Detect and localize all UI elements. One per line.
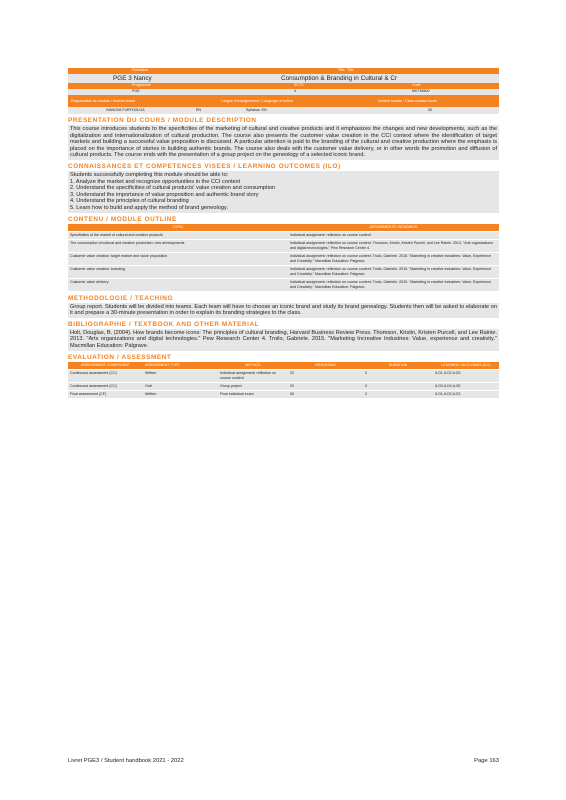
evaluation-row [68,370,499,383]
methodology-heading: METHODOLOGIE / TEACHING [68,294,174,302]
eval-component: Continuous assessment (CC) [70,370,117,375]
meta-label-language: Langue d'enseignement / Language of tuition [221,98,293,103]
eval-head-method: METHOD [245,362,261,367]
evaluation-row [68,391,499,399]
ilo-item: 4. Understand the principles of cultural branding [70,198,189,205]
evaluation-table [68,362,499,399]
outline-heading: CONTENU / MODULE OUTLINE [68,215,177,223]
outline-topic: Customer value creation: target market and value proposition [70,253,168,258]
meta-header-row-5 [68,95,499,107]
evaluation-heading: EVALUATION / ASSESSMENT [68,353,172,361]
outline-row [68,240,499,253]
meta-title: Consumption & Branding in Cultural & Cr [281,75,398,82]
outline-assignment: Individual assignment: reflection on course content. Troilo, Gabriele. 2015. "Marketing in creative Industries: Value, Experience and Creativity." Macmillan Education: Palgrave. [290,253,491,263]
ilo-item: 5. Learn how to build and apply the method of brand geneology. [70,204,228,211]
bibliography-heading: BIBLIOGRAPHIE / TEXTBOOK AND OTHER MATERIAL [68,320,260,328]
outline-topic: Specificities of the market of cultural and creative products [70,232,163,237]
presentation-paragraph: This course introduces students to the specificities of the marketing of cultural and creative products and it emphasizes the changes and new developments, such as the digitalization and internationalization of cultural production. The course also presents the customer value creation in the CCI context where the identification of target markets and building a successful value proposition is discussed. A particular attention is paid to the branding of the cultural and creative production where the emphasis is placed on the importance of stories in building authentic brands. The course also deals with the customer value delivery, or in other words the promotion and diffusion of cultural products. The course ends with the presentation of a group project on the geneology of a selected iconic brand. [70,126,497,159]
eval-head-weighting: WEIGHTING [315,362,336,367]
meta-label-programme: Programme [132,83,151,87]
meta-hours: 30 [428,108,432,112]
eval-duration: 0 [365,370,367,375]
eval-type: Oral [145,383,152,388]
outline-topic: The consumption of cultural and creative production: new developments [70,240,185,245]
outline-assignment: Individual assignment: reflection on course content. Troilo, Gabriele. 2015. "Marketing in creative Industries: Value, Experience and Creativity." Macmillan Education: Palgrave. [290,266,491,276]
evaluation-row [68,383,499,391]
eval-type: Written [145,391,157,396]
outline-header-row [68,224,499,232]
outline-assignment: Individual assignment: reflection on course content. Thomson, Kristin, Kristen Purcell, and Lee Rainie. 2013. "Arts organizations and digital technologies." Pew Research Center 4. [290,240,493,250]
outline-assignment: Individual assignment: reflection on course content. Troilo, Gabriele. 2015. "Marketing in creative Industries: Value, Experience and Creativity." Macmillan Education: Palgrave. [290,279,491,289]
eval-ilo: ILO3,ILO4,ILO5 [435,383,461,388]
ilo-heading: CONNAISSANCES ET COMPETENCES VISEES / LEARNING OUTCOMES (ILO) [68,162,341,170]
ilo-item: 3. Understand the importance of value proposition and authentic brand story [70,191,259,198]
page-footer [68,758,499,764]
meta-ects: 4 [294,89,296,93]
meta-leader: IVANOVA FURFOOLGA [106,108,145,112]
meta-row-6 [68,107,499,114]
meta-formation: PGE 3 Nancy [113,75,152,82]
eval-weighting: 20 [290,383,294,388]
meta-row-4 [68,89,499,95]
presentation-heading: PRESENTATION DU COURS / MODULE DESCRIPTION [68,117,257,124]
methodology-paragraph: Group report. Students will be divided into teams. Each team will have to choose an iconic brand and study its brand genealogy. Students then will be asked to elaborate on it and prepare a 30-minute presentation in order to explain its branding strategies to the class. [70,303,497,317]
footer-page-number: Page 163 [474,758,499,764]
meta-label-title: Title [338,68,345,72]
course-sheet [68,68,499,399]
eval-method: Group project [220,383,242,388]
meta-label-hours: Volume horaire / Class contact hours [378,98,437,103]
eval-component: Continuous assessment (CC) [70,383,117,388]
eval-weighting: 20 [290,370,294,375]
outline-assignment: Individual assignment: reflection on course content [290,232,371,237]
meta-table [68,68,499,114]
eval-head-component: ASSESSMENT COMPONENT [81,362,130,367]
meta-syllabus: Syllabus: EN [246,108,267,112]
ilo-intro: Students successfully completing this module should be able to: [70,171,229,178]
outline-row [68,232,499,240]
eval-head-ilo: LEARNING OUTCOMES (ILO) [441,362,491,367]
eval-component: Final assessment (CF) [70,391,107,396]
meta-row-2 [68,74,499,83]
eval-method: Final individual exam [220,391,254,396]
outline-topic: Customer value creation: branding [70,266,125,271]
ilo-item: 2. Understand the specificities of cultural products' value creation and consumption [70,185,276,192]
outline-row [68,279,499,292]
outline-table [68,224,499,292]
outline-head-assignments: ASSIGNMENTS / READINGS [369,224,418,229]
eval-ilo: ILO1,ILO2,ILO3 [435,370,461,375]
eval-method: Individual assignment: reflection on course content [220,370,277,380]
eval-weighting: 60 [290,391,294,396]
ilo-block [68,171,499,213]
outline-row [68,253,499,266]
meta-programme: PGE [132,89,140,93]
outline-head-topic: TOPIC [172,224,184,229]
meta-code: MKT56600 [412,89,430,93]
eval-head-duration: DURATION [388,362,408,367]
bibliography-paragraph: Holt, Douglas, B. (2004). How brands become icons: The principles of cultural branding, Harvard Business Review Press. Thomson, Kristin, Kristen Purcell, and Lee Rainie. 2013. "Arts organizations and digital technologies." Pew Research Center 4. Troilo, Gabriele. 2015. "Marketing Increative Industries: Value, experience and creativity." Macmillan Education: Palgrave. [70,329,497,349]
eval-duration: 2 [365,391,367,396]
bibliography-text [68,329,499,351]
ilo-item: 1. Analyze the market and recognize opportunities in the CCI context [70,178,241,185]
eval-duration: 0 [365,383,367,388]
eval-head-type: ASSESSMENT TYPE [145,362,180,367]
outline-topic: Customer value delivery [70,279,109,284]
meta-label-ects: ECTS [294,83,304,87]
presentation-text [68,125,499,160]
footer-handbook-label: Livret PGE3 / Student handbook 2021 - 2022 [68,758,184,764]
meta-label-title-2: Title [347,68,354,72]
eval-ilo: ILO1,ILO2,ILO3 [435,391,461,396]
evaluation-header-row [68,362,499,370]
methodology-text [68,303,499,318]
meta-language: EN [196,108,201,112]
outline-row [68,266,499,279]
meta-label-leader: Responsable du module / Module leader [71,98,136,103]
meta-label-formation: Formation [132,68,149,72]
meta-label-code: Code [412,83,421,87]
eval-type: Written [145,370,157,375]
